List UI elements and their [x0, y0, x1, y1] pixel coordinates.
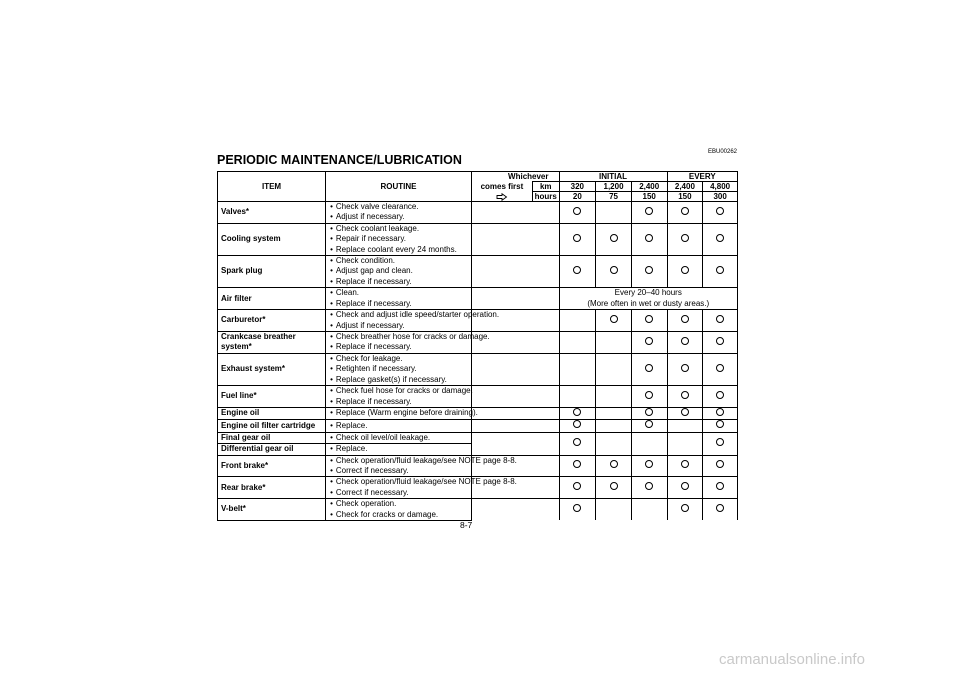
table-row [218, 407, 738, 419]
circle-mark-icon [610, 460, 618, 468]
interval-note-line: (More often in wet or dusty areas.) [587, 298, 710, 308]
circle-mark-icon [573, 207, 581, 215]
interval-cell [667, 310, 703, 332]
interval-cell [703, 223, 738, 255]
header-whichever: Whichever [471, 172, 559, 182]
routine-cell [326, 353, 472, 385]
header-km-value: 1,200 [596, 182, 632, 192]
interval-cell [596, 386, 632, 408]
interval-cell [703, 386, 738, 408]
interval-cell [667, 432, 703, 455]
circle-mark-icon [681, 364, 689, 372]
interval-cell [559, 386, 596, 408]
interval-blank [471, 386, 559, 408]
routine-cell [326, 420, 472, 432]
routine-line: • Check condition. [330, 256, 469, 266]
interval-note [559, 288, 738, 310]
circle-mark-icon [645, 207, 653, 215]
header-hours-label: hours [533, 192, 560, 202]
interval-cell [703, 332, 738, 354]
routine-line: • Check and adjust idle speed/starter operation. [330, 310, 469, 320]
header-every: EVERY [667, 172, 737, 182]
routine-line: • Check for cracks or damage. [330, 510, 469, 520]
routine-line: • Repair if necessary. [330, 234, 469, 244]
interval-blank [471, 407, 559, 419]
interval-cell [703, 407, 738, 419]
interval-note-line: Every 20–40 hours [614, 288, 682, 298]
table-body [218, 202, 738, 521]
circle-mark-icon [573, 408, 581, 416]
routine-line: • Replace. [330, 444, 469, 454]
item-cell: Final gear oil [218, 432, 326, 443]
routine-line: • Replace (Warm engine before draining). [330, 408, 469, 418]
routine-cell [326, 386, 472, 408]
table-row [218, 499, 738, 521]
interval-cell [631, 386, 667, 408]
header-hours-value: 150 [667, 192, 703, 202]
page-title: PERIODIC MAINTENANCE/LUBRICATION [217, 153, 462, 167]
circle-mark-icon [716, 438, 724, 446]
header-km-value: 320 [559, 182, 596, 192]
circle-mark-icon [681, 504, 689, 512]
routine-line: • Replace if necessary. [330, 397, 469, 407]
interval-blank [471, 499, 559, 521]
table-row [218, 223, 738, 255]
interval-cell [559, 353, 596, 385]
table-header [218, 172, 738, 202]
routine-line: • Correct if necessary. [330, 488, 469, 498]
interval-cell [667, 353, 703, 385]
routine-cell [326, 332, 490, 354]
table-row [218, 288, 738, 310]
interval-cell [559, 256, 596, 288]
interval-cell [703, 310, 738, 332]
interval-cell [596, 353, 632, 385]
interval-cell [559, 310, 596, 332]
watermark: carmanualsonline.info [719, 651, 865, 668]
table-row [218, 455, 738, 477]
interval-cell [631, 223, 667, 255]
circle-mark-icon [681, 234, 689, 242]
routine-cell [326, 407, 478, 419]
circle-mark-icon [645, 460, 653, 468]
item-cell: Carburetor* [218, 310, 326, 332]
interval-cell [703, 353, 738, 385]
routine-cell [326, 477, 517, 499]
routine-line: • Clean. [330, 288, 469, 298]
interval-cell [667, 223, 703, 255]
page-number: 8-7 [460, 520, 473, 530]
table-row [218, 432, 738, 443]
routine-line: • Replace gasket(s) if necessary. [330, 375, 469, 385]
circle-mark-icon [645, 266, 653, 274]
header-initial: INITIAL [559, 172, 667, 182]
interval-cell [703, 202, 738, 224]
circle-mark-icon [610, 482, 618, 490]
circle-mark-icon [681, 460, 689, 468]
circle-mark-icon [681, 337, 689, 345]
interval-cell [631, 202, 667, 224]
interval-cell [631, 432, 667, 455]
circle-mark-icon [681, 408, 689, 416]
interval-cell [631, 310, 667, 332]
routine-cell [326, 256, 472, 288]
table-row [218, 332, 738, 354]
routine-cell [326, 455, 517, 477]
interval-cell [631, 420, 667, 432]
interval-cell [667, 499, 703, 521]
interval-cell [631, 407, 667, 419]
table-row [218, 310, 738, 332]
interval-cell [596, 407, 632, 419]
table-row [218, 386, 738, 408]
circle-mark-icon [610, 266, 618, 274]
circle-mark-icon [645, 315, 653, 323]
interval-blank [471, 256, 559, 288]
item-cell: Engine oil filter cartridge [218, 420, 326, 432]
routine-line: • Adjust if necessary. [330, 321, 469, 331]
circle-mark-icon [645, 408, 653, 416]
routine-line: • Replace coolant every 24 months. [330, 245, 469, 255]
circle-mark-icon [716, 207, 724, 215]
circle-mark-icon [573, 438, 581, 446]
item-cell: Spark plug [218, 256, 326, 288]
item-cell: Front brake* [218, 455, 326, 477]
item-cell: Cooling system [218, 223, 326, 255]
circle-mark-icon [573, 234, 581, 242]
routine-line: • Check valve clearance. [330, 202, 469, 212]
interval-cell [596, 455, 632, 477]
circle-mark-icon [716, 504, 724, 512]
interval-cell [703, 477, 738, 499]
routine-line: • Check fuel hose for cracks or damage. [330, 386, 469, 396]
header-hours-value: 75 [596, 192, 632, 202]
interval-cell [667, 256, 703, 288]
routine-line: • Replace if necessary. [330, 277, 469, 287]
header-routine: ROUTINE [326, 172, 472, 202]
routine-cell [326, 432, 472, 443]
circle-mark-icon [645, 364, 653, 372]
interval-cell [596, 499, 632, 521]
interval-cell [559, 477, 596, 499]
table-row [218, 353, 738, 385]
interval-cell [631, 353, 667, 385]
interval-cell [596, 432, 632, 455]
interval-cell [596, 332, 632, 354]
routine-line: • Retighten if necessary. [330, 364, 469, 374]
interval-cell [667, 420, 703, 432]
interval-cell [559, 332, 596, 354]
circle-mark-icon [716, 482, 724, 490]
item-cell: Fuel line* [218, 386, 326, 408]
interval-cell [559, 499, 596, 521]
interval-cell [596, 223, 632, 255]
routine-line: • Check operation. [330, 499, 469, 509]
routine-cell [326, 202, 472, 224]
routine-cell [326, 288, 472, 310]
interval-cell [703, 455, 738, 477]
interval-cell [703, 256, 738, 288]
interval-cell [631, 499, 667, 521]
circle-mark-icon [645, 234, 653, 242]
interval-cell [667, 407, 703, 419]
routine-cell [326, 310, 500, 332]
interval-blank [471, 353, 559, 385]
circle-mark-icon [645, 420, 653, 428]
circle-mark-icon [573, 482, 581, 490]
circle-mark-icon [645, 482, 653, 490]
document-code: EBU00262 [708, 149, 738, 155]
routine-line: • Replace if necessary. [330, 299, 469, 309]
table-row [218, 202, 738, 224]
routine-line: • Replace. [330, 421, 469, 431]
circle-mark-icon [681, 391, 689, 399]
interval-cell [667, 202, 703, 224]
interval-blank [471, 432, 559, 455]
interval-cell [631, 256, 667, 288]
interval-cell [631, 455, 667, 477]
interval-cell [559, 223, 596, 255]
header-km-value: 2,400 [631, 182, 667, 192]
maintenance-table [217, 171, 738, 521]
table-row [218, 420, 738, 432]
interval-cell [596, 202, 632, 224]
interval-cell [596, 310, 632, 332]
circle-mark-icon [716, 266, 724, 274]
routine-cell [326, 223, 472, 255]
interval-blank [471, 420, 559, 432]
routine-cell [326, 444, 472, 455]
circle-mark-icon [573, 420, 581, 428]
table-row [218, 256, 738, 288]
circle-mark-icon [716, 315, 724, 323]
routine-line: • Check oil level/oil leakage. [330, 433, 469, 443]
routine-line: • Check operation/fluid leakage/see NOTE page 8-8. [330, 456, 469, 466]
header-hours-value: 20 [559, 192, 596, 202]
header-km-value: 4,800 [703, 182, 738, 192]
circle-mark-icon [573, 504, 581, 512]
item-cell: Differential gear oil [218, 444, 326, 455]
interval-cell [596, 420, 632, 432]
circle-mark-icon [681, 315, 689, 323]
interval-cell [559, 432, 596, 455]
routine-line: • Adjust if necessary. [330, 212, 469, 222]
header-km-value: 2,400 [667, 182, 703, 192]
circle-mark-icon [610, 234, 618, 242]
header-item: ITEM [218, 172, 326, 202]
circle-mark-icon [645, 337, 653, 345]
interval-cell [667, 455, 703, 477]
header-km-label: km [533, 182, 560, 192]
circle-mark-icon [573, 266, 581, 274]
interval-cell [596, 477, 632, 499]
arrow-right-icon [471, 192, 532, 202]
interval-cell [667, 332, 703, 354]
interval-cell [559, 202, 596, 224]
interval-blank [471, 288, 559, 310]
interval-blank [471, 202, 559, 224]
header-comes-first: comes first [471, 182, 532, 192]
routine-cell [326, 499, 472, 521]
interval-cell [703, 420, 738, 432]
item-cell: Valves* [218, 202, 326, 224]
interval-cell [703, 499, 738, 521]
circle-mark-icon [716, 460, 724, 468]
circle-mark-icon [716, 408, 724, 416]
interval-cell [667, 386, 703, 408]
circle-mark-icon [681, 207, 689, 215]
item-cell: Exhaust system* [218, 353, 326, 385]
routine-line: • Correct if necessary. [330, 466, 469, 476]
circle-mark-icon [610, 315, 618, 323]
circle-mark-icon [681, 482, 689, 490]
interval-blank [471, 223, 559, 255]
routine-line: • Check for leakage. [330, 354, 469, 364]
interval-cell [631, 477, 667, 499]
item-cell: Rear brake* [218, 477, 326, 499]
routine-line: • Check breather hose for cracks or damage. [330, 332, 469, 342]
interval-cell [667, 477, 703, 499]
circle-mark-icon [716, 364, 724, 372]
circle-mark-icon [681, 266, 689, 274]
interval-cell [703, 432, 738, 455]
interval-cell [596, 256, 632, 288]
interval-cell [631, 332, 667, 354]
interval-cell [559, 455, 596, 477]
header-hours-value: 300 [703, 192, 738, 202]
table-row [218, 477, 738, 499]
item-cell: Crankcase breather system* [218, 332, 326, 354]
circle-mark-icon [716, 337, 724, 345]
circle-mark-icon [716, 391, 724, 399]
interval-cell [559, 420, 596, 432]
circle-mark-icon [716, 234, 724, 242]
circle-mark-icon [645, 391, 653, 399]
circle-mark-icon [573, 460, 581, 468]
routine-line: • Replace if necessary. [330, 342, 469, 352]
item-cell: Engine oil [218, 407, 326, 419]
circle-mark-icon [716, 420, 724, 428]
routine-line: • Check coolant leakage. [330, 224, 469, 234]
interval-cell [559, 407, 596, 419]
header-hours-value: 150 [631, 192, 667, 202]
item-cell: V-belt* [218, 499, 326, 521]
item-cell: Air filter [218, 288, 326, 310]
routine-line: • Adjust gap and clean. [330, 266, 469, 276]
routine-line: • Check operation/fluid leakage/see NOTE page 8-8. [330, 477, 469, 487]
